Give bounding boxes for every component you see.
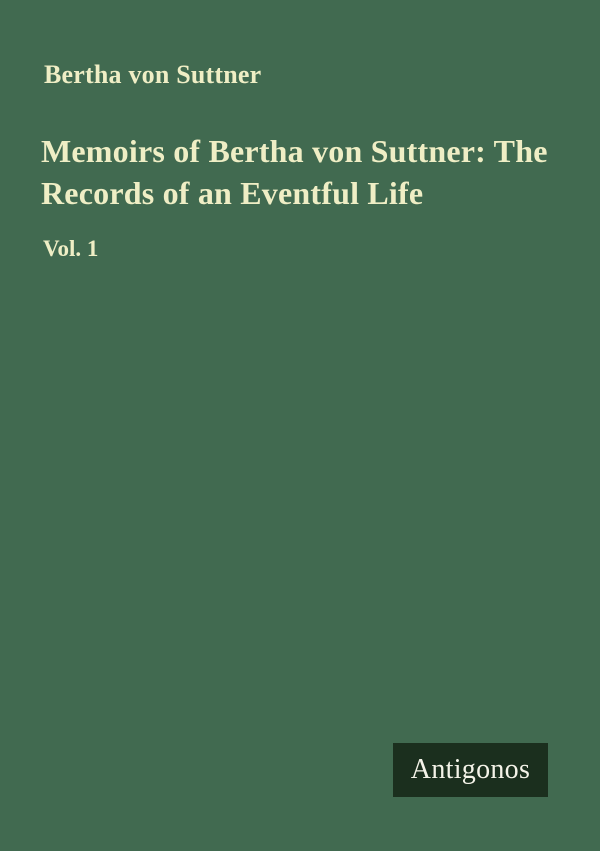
publisher-badge bbox=[393, 743, 548, 797]
book-title bbox=[41, 130, 571, 214]
author-name: Bertha von Suttner bbox=[44, 60, 262, 89]
book-title-line2: Records of an Eventful Life bbox=[41, 175, 424, 211]
book-title-line1: Memoirs of Bertha von Suttner: The bbox=[41, 133, 548, 169]
publisher-name: Antigonos bbox=[410, 754, 531, 785]
volume-label: Vol. 1 bbox=[43, 236, 99, 261]
